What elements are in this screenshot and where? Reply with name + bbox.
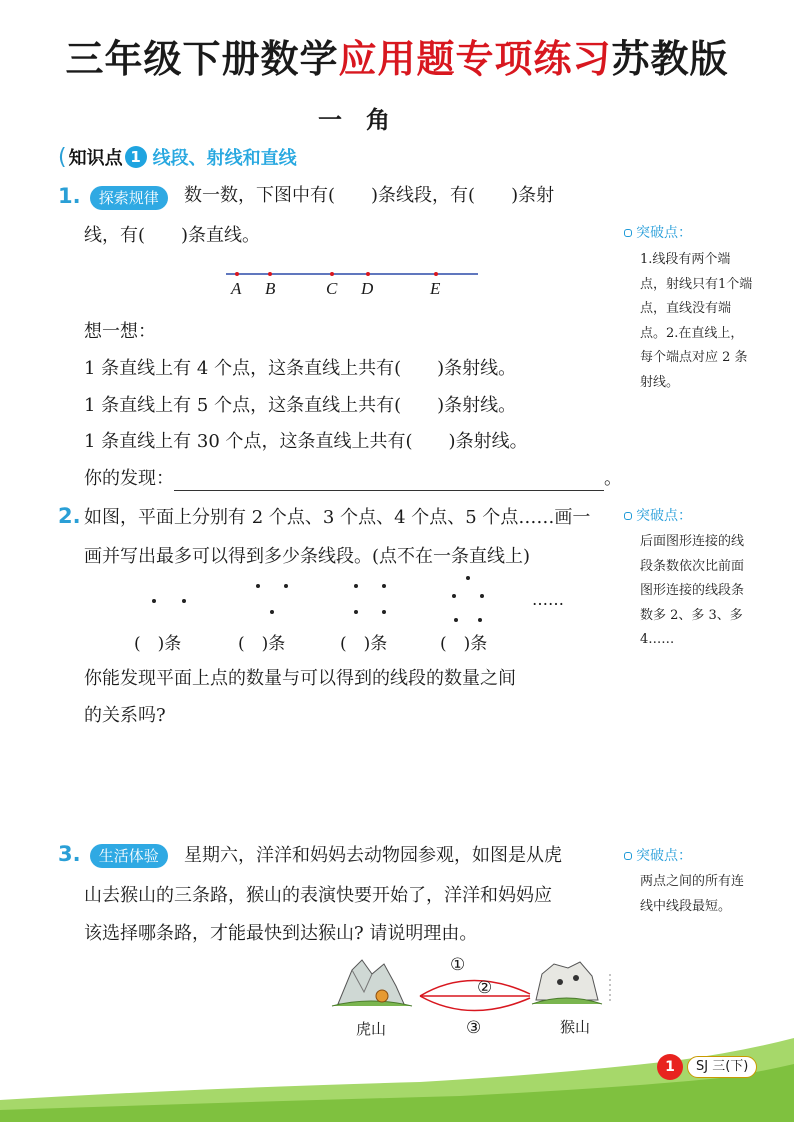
dot — [480, 594, 484, 598]
q2-blank-3[interactable]: ( )条 — [340, 634, 388, 654]
q1-line-2: 线，有( )条直线。 — [84, 225, 261, 246]
knowledge-point-number: 1 — [125, 146, 147, 168]
bracket-decoration: ( — [58, 144, 67, 170]
side2-text: 后面图形连接的线段条数依次比前面图形连接的线段条数多 2、多 3、多 4…… — [640, 534, 745, 647]
route-1 — [420, 980, 530, 996]
dot — [354, 610, 358, 614]
q1-line-1: 数一数，下图中有( )条线段，有( )条射 — [184, 185, 555, 206]
q2-line-3: 你能发现平面上点的数量与可以得到的线段的数量之间 — [84, 668, 516, 689]
q3-number: 3. — [58, 842, 81, 866]
side1-head-text: 突破点： — [636, 225, 692, 241]
tiger-mountain-label: 虎山 — [356, 1020, 387, 1038]
dot — [466, 576, 470, 580]
route-label-2: ② — [477, 978, 493, 998]
q1-statement-2: 1 条直线上有 5 个点，这条直线上共有( )条射线。 — [84, 395, 517, 416]
dot — [354, 584, 358, 588]
route-3 — [420, 996, 530, 1011]
dot — [452, 594, 456, 598]
q2-dots-figure — [140, 572, 500, 628]
q1-line-figure — [222, 262, 482, 302]
q2-blank-2[interactable]: ( )条 — [238, 634, 286, 654]
banner-part-1: 三年级下册数学 — [65, 37, 339, 81]
side1-text: 1.线段有两个端点，射线只有1个端点，直线没有端点。2.在直线上，每个端点对应 2 条射线。 — [640, 252, 753, 390]
q3-line-1: 星期六，洋洋和妈妈去动物园参观，如图是从虎 — [184, 845, 562, 866]
side1-head — [624, 222, 692, 242]
point-label-c: C — [326, 279, 338, 298]
q2-number: 2. — [58, 504, 81, 528]
discovery-answer-line[interactable] — [174, 472, 604, 491]
bullet-icon — [624, 512, 632, 520]
q1-number: 1. — [58, 184, 81, 208]
dot — [382, 610, 386, 614]
q1-statement-1: 1 条直线上有 4 个点，这条直线上共有( )条射线。 — [84, 358, 517, 379]
knowledge-point-label: 知识点 — [68, 148, 123, 169]
point-c-dot — [330, 272, 334, 276]
bullet-icon — [624, 229, 632, 237]
q1-header — [58, 184, 168, 210]
dot — [382, 584, 386, 588]
dot — [182, 599, 186, 603]
q3-line-2: 山去猴山的三条路，猴山的表演快要开始了，洋洋和妈妈应 — [84, 885, 552, 906]
q1-tag: 探索规律 — [90, 186, 168, 210]
q1-think: 想一想： — [84, 321, 156, 342]
monkey-mountain-icon — [532, 962, 610, 1004]
side2-head — [624, 505, 692, 525]
knowledge-point-header — [58, 144, 297, 170]
q1-discovery — [84, 467, 622, 491]
dot — [284, 584, 288, 588]
dot — [270, 610, 274, 614]
discovery-label: 你的发现： — [84, 468, 174, 489]
discovery-period: 。 — [604, 468, 622, 489]
q3-line-3: 该选择哪条路，才能最快到达猴山? 请说明理由。 — [84, 923, 478, 944]
dot — [454, 618, 458, 622]
banner-part-2: 应用题专项练习 — [338, 37, 612, 81]
book-code: SJ 三(下) — [687, 1056, 757, 1078]
point-a-dot — [235, 272, 239, 276]
banner-part-3: 苏教版 — [611, 37, 729, 81]
q2-blank-1[interactable]: ( )条 — [134, 634, 182, 654]
page-footer-badge — [657, 1054, 757, 1080]
side3-text: 两点之间的所有连线中线段最短。 — [640, 874, 745, 914]
page-number: 1 — [657, 1054, 683, 1080]
q2-ellipsis: …… — [532, 590, 564, 609]
route-label-3: ③ — [466, 1018, 482, 1038]
point-label-a: A — [231, 279, 242, 298]
q2-line-2: 画并写出最多可以得到多少条线段。(点不在一条直线上) — [84, 546, 531, 567]
point-label-b: B — [265, 279, 276, 298]
tiger-mountain-icon — [332, 960, 412, 1006]
dot — [152, 599, 156, 603]
dot — [478, 618, 482, 622]
dot — [256, 584, 260, 588]
side2-head-text: 突破点： — [636, 508, 692, 524]
bullet-icon — [624, 852, 632, 860]
q1-statement-3: 1 条直线上有 30 个点，这条直线上共有( )条射线。 — [84, 431, 528, 452]
monkey-mountain-label: 猴山 — [560, 1018, 591, 1036]
point-label-e: E — [430, 279, 441, 298]
point-b-dot — [268, 272, 272, 276]
chapter-title: 一 角 — [318, 106, 390, 134]
q2-line-1: 如图，平面上分别有 2 个点、3 个点、4 个点、5 个点……画一 — [84, 507, 591, 528]
knowledge-point-title: 线段、射线和直线 — [152, 148, 297, 169]
q3-tag: 生活体验 — [90, 844, 168, 868]
point-d-dot — [366, 272, 370, 276]
point-e-dot — [434, 272, 438, 276]
page-banner-title — [0, 28, 794, 83]
q2-blank-4[interactable]: ( )条 — [440, 634, 488, 654]
point-label-d: D — [361, 279, 374, 298]
route-label-1: ① — [450, 955, 466, 975]
side3-head — [624, 845, 692, 865]
q3-header — [58, 842, 168, 868]
side3-head-text: 突破点： — [636, 848, 692, 864]
q2-line-4: 的关系吗? — [84, 705, 166, 726]
